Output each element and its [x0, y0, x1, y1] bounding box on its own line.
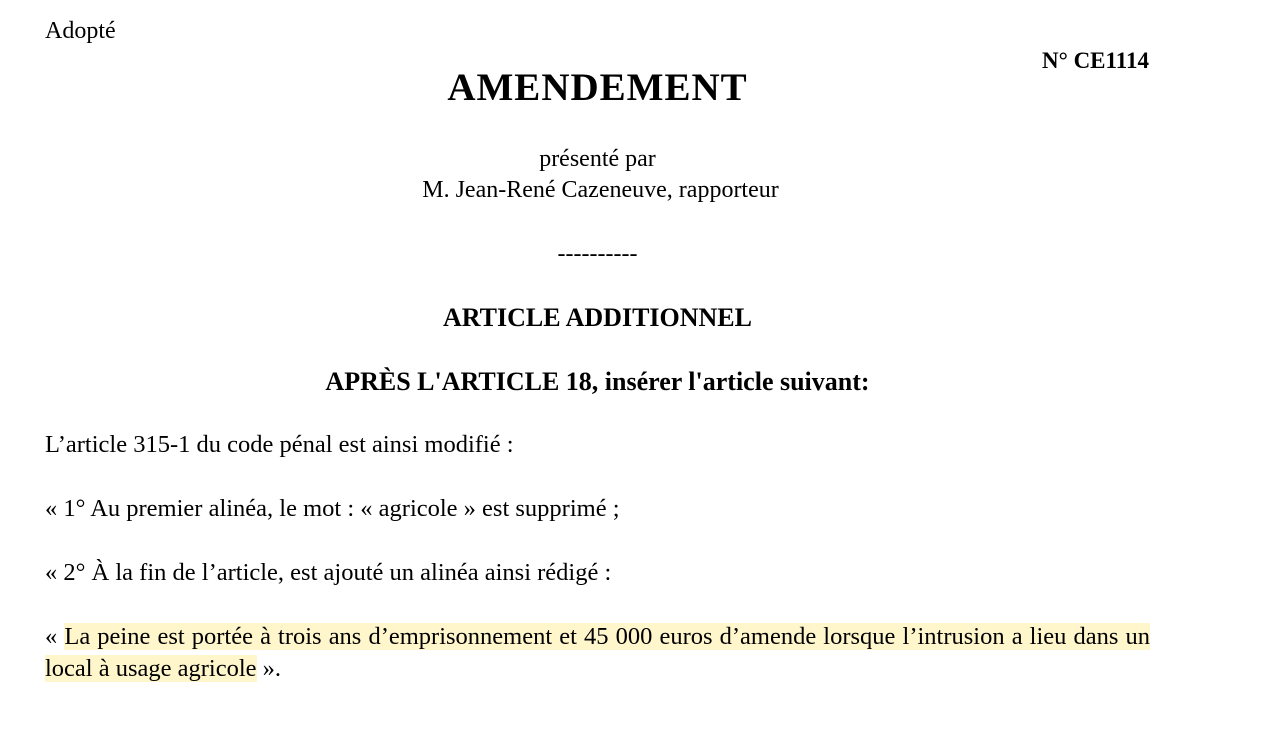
- author-line: M. Jean-René Cazeneuve, rapporteur: [422, 177, 779, 203]
- quote-close-mark: ».: [256, 655, 282, 682]
- document-title: AMENDEMENT: [447, 66, 748, 109]
- status-label: Adopté: [45, 18, 116, 44]
- intro-paragraph: L’article 315-1 du code pénal est ainsi modifié :: [45, 431, 514, 458]
- presented-by-label: présenté par: [539, 146, 656, 172]
- quote-open-mark: «: [45, 623, 65, 650]
- separator-line: ----------: [557, 241, 638, 267]
- highlighted-inserted-text: La peine est portée à trois ans d’emprisonnement et 45 000 euros d’amende lorsque l’intrusion a lieu dans un local à usage agricole: [45, 623, 1151, 682]
- inserted-text-paragraph: [45, 621, 1150, 685]
- article-heading: ARTICLE ADDITIONNEL: [443, 303, 752, 332]
- item-2-paragraph: « 2° À la fin de l’article, est ajouté un alinéa ainsi rédigé :: [45, 559, 612, 586]
- amendment-number: N° CE1114: [1042, 48, 1149, 73]
- item-1-paragraph: « 1° Au premier alinéa, le mot : « agricole » est supprimé ;: [45, 495, 620, 522]
- insertion-instruction: APRÈS L'ARTICLE 18, insérer l'article suivant:: [325, 367, 870, 396]
